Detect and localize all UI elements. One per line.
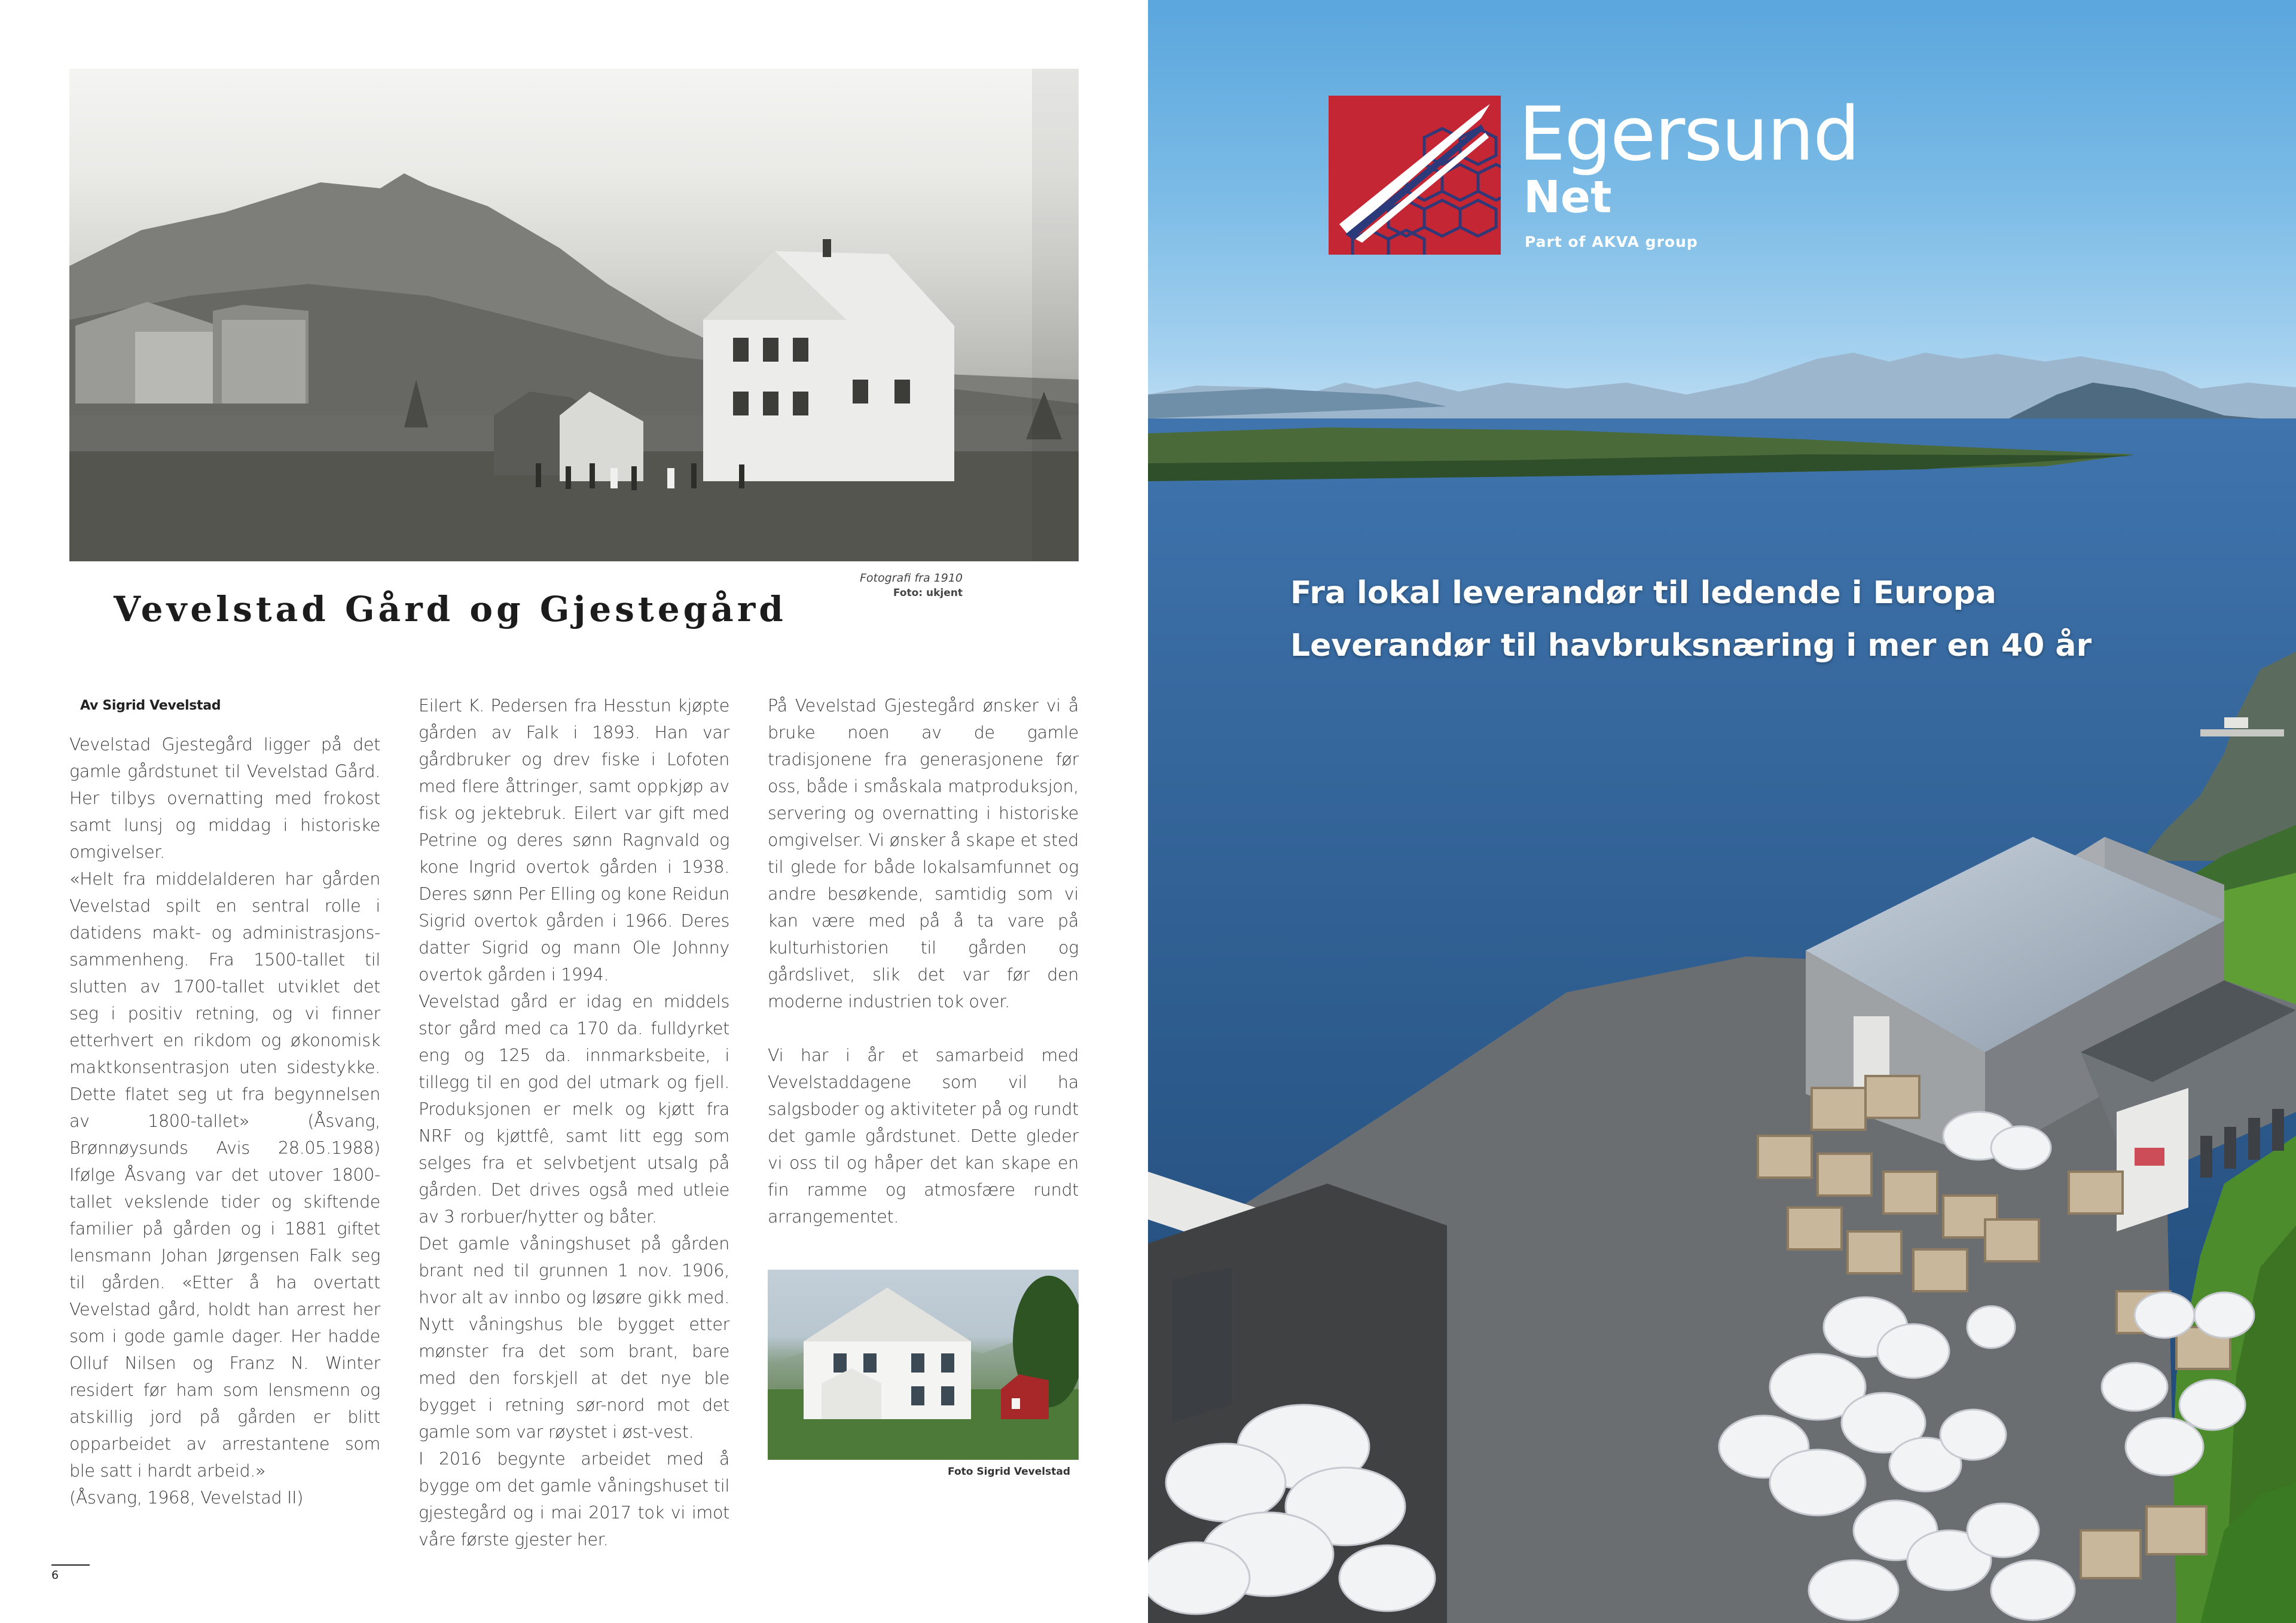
text-column-2 [419, 692, 729, 1553]
column1-paragraph: (Åsvang, 1968, Vevelstad II) [69, 1488, 304, 1508]
brand-tagline: Part of AKVA group [1525, 233, 1698, 250]
headline-line-1: Fra lokal leverandør til ledende i Europa [1290, 575, 1996, 611]
fjord-factory-scene [1148, 0, 2296, 1623]
column2-paragraph: Det gamle våningshuset på gården brant ned til grunnen 1 nov. 1906, hvor alt av innbo og løsøre gikk med. Nytt våningshus ble bygget etter mønster fra det som brant, bare med den forskjell at det nye ble bygget i retning sør-nord mot det gamle som var røystet i øst-vest. [419, 1234, 729, 1442]
column3-paragraph: Vi har i år et samarbeid med Vevelstaddagene som vil ha salgsboder og aktiviteter på og rundt det gamle gårdstunet. Dette gleder vi oss til og håper det kan skape en fin ramme og atmosfære rundt arrangementet. [768, 1046, 1079, 1227]
column2-paragraph: I 2016 begynte arbeidet med å bygge om det gamle våningshuset til gjestegård og i mai 2017 tok vi imot våre første gjester her. [419, 1449, 729, 1549]
text-column-1 [69, 692, 380, 1511]
photo-caption-line2: Foto: ukjent [893, 587, 963, 599]
text-column-3 [768, 692, 1079, 1230]
byline: Av Sigrid Vevelstad [80, 698, 221, 713]
right-page-advert [1148, 0, 2296, 1623]
article-title: Vevelstad Gård og Gjestegård [114, 589, 787, 629]
column2-paragraph: Vevelstad gård er idag en middels stor gård med ca 170 da. fulldyrket eng og 125 da. innmarksbeite, i tillegg til en god del utmark og fjell. Produksjonen er melk og kjøtt fra NRF og kjøttfê, samt litt egg som selges fra et selvbetjent utsalg på gården. Det drives også med utleie av 3 rorbuer/hytter og båter. [419, 992, 729, 1227]
page-number-rule [51, 1564, 90, 1566]
column1-paragraph: Vevelstad Gjestegård ligger på det gamle gårdstunet til Vevelstad Gård. Her tilbys overnatting med frokost samt lunsj og middag i historiske omgivelser. [69, 735, 380, 862]
egersund-logo [1329, 96, 1501, 255]
guesthouse-photo [768, 1270, 1079, 1460]
column1-paragraph: «Helt fra middelalderen har gården Vevelstad spilt en sentral rolle i datidens makt- og administrasjons-sammenheng. Fra 1500-tallet til slutten av 1700-tallet utviklet det seg i positiv retning, og vi finner etterhvert en rikdom og økonomisk maktkonsentrasjon uten sidestykke. Dette flatet seg ut fra begynnelsen av 1800-tallet» (Åsvang, Brønnøysunds Avis 28.05.1988) Ifølge Åsvang var det utover 1800-tallet vekslende tider og skiftende familier på gården og i 1881 giftet lensmann Johan Jørgensen Falk seg til gården. «Etter å ha overtatt Vevelstad gård, holdt han arrest her som i gode gamle dager. Her hadde Olluf Nilsen og Franz N. Winter residert før ham som lensmenn og atskillig jord på gården er blitt opparbeidet av arrestantene som ble satt i hardt arbeid.» [69, 869, 380, 1481]
headline-line-2: Leverandør til havbruksnæring i mer en 40 år [1290, 628, 2092, 664]
page-number: 6 [51, 1569, 59, 1582]
brand-sub: Net [1523, 172, 1612, 223]
photo-caption-line1: Fotografi fra 1910 [860, 571, 963, 585]
column2-paragraph: Eilert K. Pedersen fra Hesstun kjøpte gården av Falk i 1893. Han var gårdbruker og drev fiske i Lofoten med flere åttringer, samt oppkjøp av fisk og jektebruk. Eilert var gift med Petrine og deres sønn Ragnvald og kone Ingrid overtok gården i 1938. Deres sønn Per Elling og kone Reidun Sigrid overtok gården i 1966. Deres datter Sigrid og mann Ole Johnny overtok gården i 1994. [419, 696, 729, 985]
brand-name: Egersund [1519, 91, 1859, 178]
small-photo-caption: Foto Sigrid Vevelstad [948, 1466, 1070, 1478]
historic-farm-photo [69, 69, 1079, 561]
column3-paragraph: På Vevelstad Gjestegård ønsker vi å bruke noen av de gamle tradisjonene fra generasjonene før oss, både i småskala matproduksjon, servering og overnatting i historiske omgivelser. Vi ønsker å skape et sted til glede for både lokalsamfunnet og andre besøkende, samtidig som vi kan være med på å ta vare på kulturhistorien til gården og gårdslivet, slik det var før den moderne industrien tok over. [768, 696, 1079, 1011]
